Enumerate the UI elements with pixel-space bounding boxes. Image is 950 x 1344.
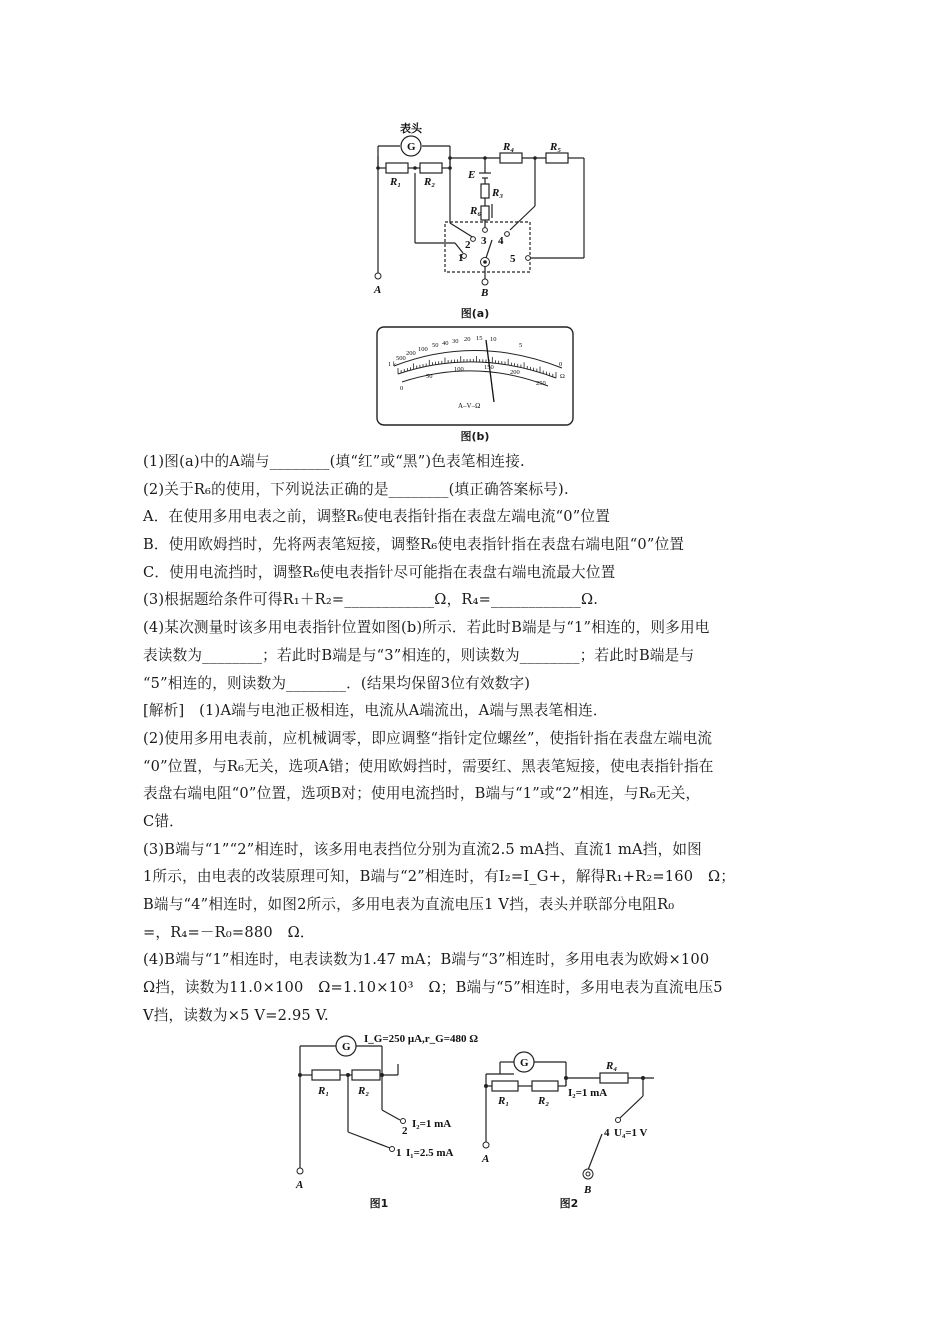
- ohm-tick-10: 10: [490, 336, 497, 343]
- solution-4-line-1: (4)B端与“1”相连时，电表读数为1.47 mA；B端与“3”相连时，多用电表为欧姆×100: [143, 951, 710, 969]
- ohm-tick-5: 5: [519, 342, 523, 349]
- solution-3-line-1: (3)B端与“1”“2”相连时，该多用电表挡位分别为直流2.5 mA挡、直流1 mA挡，如图: [143, 840, 702, 858]
- meter-dial-figure-b: [376, 326, 574, 426]
- solution-3-line-3: B端与“4”相连时，如图2所示，多用电表为直流电压1 V挡，表头并联部分电阻R₀: [143, 896, 675, 913]
- label-t3: 3: [481, 235, 487, 247]
- solution-4-line-2: Ω挡，读数为11.0×100 Ω=1.10×10³ Ω；B端与“5”相连时，多用电表为直流电压5: [143, 979, 723, 997]
- label-t5: 5: [510, 253, 516, 265]
- question-3: (3)根据题给条件可得R₁＋R₂=____________Ω，R₄=____________Ω.: [143, 591, 599, 609]
- fig1-i2: I₂=1 mA: [412, 1118, 452, 1130]
- label-r4: R₄: [503, 141, 515, 153]
- question-and-solution: [143, 448, 823, 1029]
- fig1-a: A: [296, 1179, 304, 1191]
- ohm-tick-200: 200: [406, 350, 416, 357]
- fig1-meter-params: I_G=250 μA,r_G=480 Ω: [364, 1033, 479, 1045]
- figure-b-caption: 图(b): [460, 430, 490, 443]
- ohm-tick-15: 15: [476, 335, 483, 342]
- option-b: B．使用欧姆挡时，先将两表笔短接，调整R₆使电表指针指在表盘右端电阻“0”位置: [143, 536, 685, 554]
- ohm-tick-40: 40: [442, 340, 449, 347]
- mid-tick-100: 100: [454, 366, 464, 373]
- label-b: B: [481, 287, 489, 298]
- circuit-figure-2: [478, 1048, 668, 1198]
- fig1-r2: R₂: [358, 1085, 370, 1097]
- figure-1-caption: 图1: [369, 1197, 389, 1210]
- circuit-figure-1: [290, 1030, 480, 1195]
- ohm-tick-50: 50: [432, 342, 439, 349]
- fig2-b: B: [584, 1184, 592, 1196]
- figure-a-caption: 图(a): [460, 307, 490, 320]
- ohm-tick-20: 20: [464, 336, 471, 343]
- fig2-a: A: [482, 1153, 490, 1165]
- scale-label: A–V–Ω: [458, 402, 481, 410]
- fig2-u4: U₄=1 V: [614, 1127, 648, 1139]
- fig1-g: G: [342, 1041, 351, 1053]
- mid-tick-50: 50: [426, 373, 433, 380]
- label-t2: 2: [465, 239, 471, 251]
- question-4-line-1: (4)某次测量时该多用电表指针位置如图(b)所示．若此时B端是与“1”相连的，则多用电: [143, 619, 710, 637]
- mid-tick-150: 150: [484, 364, 494, 371]
- label-r5: R₅: [550, 141, 562, 153]
- label-t4: 4: [498, 235, 504, 247]
- label-a: A: [374, 284, 382, 296]
- label-r1: R₁: [390, 176, 402, 188]
- ohm-tick-0: 0: [559, 361, 563, 368]
- solution-4-line-3: V挡，读数为×5 V=2.95 V.: [143, 1006, 329, 1024]
- solution-1: [解析] (1)A端与电池正极相连，电流从A端流出，A端与黑表笔相连．: [143, 702, 608, 720]
- option-a: A．在使用多用电表之前，调整R₆使电表指针指在表盘左端电流“0”位置: [143, 508, 611, 526]
- fig2-g: G: [520, 1057, 529, 1069]
- label-r2: R₂: [424, 176, 436, 188]
- question-4-line-3: “5”相连的，则读数为________．(结果均保留3位有效数字): [143, 674, 531, 692]
- question-1: (1)图(a)中的A端与________(填“红”或“黑”)色表笔相连接.: [143, 453, 525, 470]
- label-header: 表头: [400, 123, 422, 135]
- mid-tick-200: 200: [510, 369, 520, 376]
- ohm-tick-500: 500: [396, 355, 406, 362]
- solution-2-line-4: C错．: [143, 812, 184, 830]
- mid-tick-250: 250: [536, 380, 546, 387]
- fig2-r1: R₁: [498, 1095, 510, 1107]
- fig2-r4: R₄: [606, 1060, 618, 1072]
- question-2: (2)关于R₆的使用，下列说法正确的是________(填正确答案标号).: [143, 480, 569, 498]
- option-c: C．使用电流挡时，调整R₆使电表指针尽可能指在表盘右端电流最大位置: [143, 563, 616, 581]
- fig1-t2: 2: [402, 1125, 408, 1137]
- solution-2-line-3: 表盘右端电阻“0”位置，选项B对；使用电流挡时，B端与“1”或“2”相连，与R₆无关，: [143, 785, 701, 803]
- label-g: G: [407, 141, 416, 153]
- ohm-tick-100: 100: [418, 346, 428, 353]
- solution-3-line-2: 1所示，由电表的改装原理可知，B端与“2”相连时，有I₂=I_G+，解得R₁+R₂=160 Ω；: [143, 868, 736, 886]
- mid-tick-0: 0: [400, 385, 404, 392]
- solution-2-line-2: “0”位置，与R₆无关，选项A错；使用欧姆挡时，需要红、黑表笔短接，使电表指针指在: [143, 757, 714, 775]
- ohm-tick-1k: 1 k: [388, 361, 397, 368]
- ohm-tick-30: 30: [452, 338, 459, 345]
- fig2-i2: I₂=1 mA: [568, 1087, 608, 1099]
- ohm-symbol: Ω: [560, 373, 565, 380]
- fig1-t1: 1: [396, 1147, 402, 1159]
- fig2-t4: 4: [604, 1127, 610, 1139]
- circuit-figure-a: [360, 118, 600, 298]
- fig1-i1: I₁=2.5 mA: [406, 1147, 454, 1159]
- solution-2-line-1: (2)使用多用电表前，应机械调零，即应调整“指针定位螺丝”，使指针指在表盘左端电流: [143, 729, 713, 747]
- label-e: E: [468, 169, 476, 181]
- label-t1: 1: [458, 252, 464, 264]
- fig1-r1: R₁: [318, 1085, 330, 1097]
- label-r6: R₆: [470, 205, 482, 217]
- label-r3: R₃: [492, 187, 504, 199]
- fig2-r2: R₂: [538, 1095, 550, 1107]
- question-4-line-2: 表读数为________；若此时B端是与“3”相连的，则读数为________；若此时B端是与: [143, 646, 695, 664]
- figure-2-caption: 图2: [559, 1197, 579, 1210]
- solution-3-line-4: =，R₄=－R₀=880 Ω．: [143, 923, 315, 941]
